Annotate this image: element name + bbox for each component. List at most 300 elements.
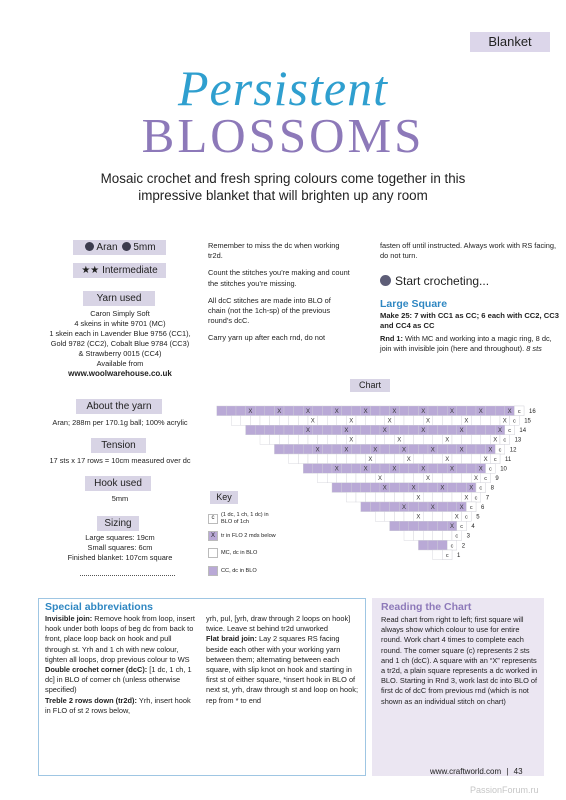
chart-x-mark: X: [507, 408, 512, 415]
chart-cell: [490, 416, 500, 426]
chart-x-mark: X: [382, 485, 387, 492]
chart-cell: [366, 435, 376, 445]
chart-corner-symbol: c: [517, 408, 521, 415]
chart-cell: [452, 473, 462, 483]
chart-cell: [385, 492, 395, 502]
chart-corner-symbol: c: [489, 466, 492, 473]
chart-cell: [303, 444, 313, 454]
chart-row-number: 11: [505, 456, 512, 463]
chart-x-mark: X: [425, 418, 431, 425]
yarn-line: Caron Simply Soft: [90, 309, 150, 318]
chart-row-number: 5: [476, 514, 480, 521]
chart-x-mark: X: [430, 504, 435, 511]
chart-row-number: 3: [466, 533, 470, 540]
chart-corner-symbol: c: [469, 504, 473, 511]
chart-x-mark: X: [315, 447, 320, 454]
chart-cell: [370, 502, 380, 512]
chart-label: Chart: [350, 379, 390, 392]
chart-cell: [332, 444, 342, 454]
chart-x-mark: X: [349, 437, 354, 444]
chart-cell: [327, 416, 337, 426]
chart-cell: [294, 425, 304, 435]
chart-row-number: 15: [524, 418, 531, 425]
chart-cell: [385, 512, 395, 522]
abbreviations-heading: Special abbreviations: [45, 601, 153, 613]
tension-label: Tension: [91, 438, 146, 453]
chart-cell: [260, 416, 270, 426]
chart-cell: [313, 464, 323, 474]
chart-x-mark: X: [440, 485, 445, 492]
abbr-entry: [45, 665, 195, 696]
chart-cell: [294, 444, 304, 454]
chart-cell: [327, 454, 337, 464]
sizing-label: Sizing: [97, 516, 139, 531]
chart-cell: [322, 464, 332, 474]
key-swatch-cc: [208, 566, 218, 576]
chart-cell: [270, 416, 280, 426]
chart-cell: [442, 512, 452, 522]
key-label: CC, dc in BLO: [221, 567, 257, 574]
chart-cell: [303, 464, 313, 474]
chart-cell: [476, 444, 486, 454]
chart-cell: [462, 454, 472, 464]
sizing-line: Finished blanket: 107cm square: [67, 553, 173, 562]
chart-cell: [318, 473, 328, 483]
chart-cell: [351, 444, 361, 454]
yarn-line: & Strawberry 0015 (CC4): [78, 349, 162, 358]
chart-cell: [428, 425, 438, 435]
chart-row-number: 12: [509, 447, 517, 454]
chart-cell: [318, 454, 328, 464]
chart-x-mark: X: [483, 456, 488, 463]
chart-cell: [370, 406, 380, 416]
chart-cell: [351, 464, 361, 474]
chart-cell: [332, 425, 342, 435]
standfirst: Mosaic crochet and fresh spring colours come together in this impressive blanket that will brighten up any room: [100, 171, 466, 203]
chart-cell: [318, 416, 328, 426]
yarn-line: Available from: [96, 359, 144, 368]
abbreviations-col-2: [206, 614, 361, 706]
chart-x-mark: X: [449, 524, 455, 531]
chart-cell: [418, 483, 428, 493]
chart-cell: [452, 454, 462, 464]
chart-x-mark: X: [382, 428, 387, 435]
chart-x-mark: X: [344, 428, 349, 435]
chart-cell: [414, 531, 424, 541]
chart-row-number: 14: [519, 428, 527, 435]
chart-row-number: 2: [461, 543, 466, 550]
chart-cell: [246, 425, 256, 435]
about-yarn-text: Aran; 288m per 170.1g ball; 100% acrylic: [52, 418, 188, 427]
chart-cell: [356, 416, 366, 426]
chart-x-mark: X: [469, 485, 474, 492]
middle-paragraph: Count the stitches you’re making and count the stitches you’re missing.: [208, 268, 350, 288]
chart-cell: [284, 425, 294, 435]
chart-x-mark: X: [248, 408, 253, 415]
chart-x-mark: X: [421, 408, 426, 415]
chart-cell: [433, 454, 443, 464]
footer-url[interactable]: www.craftworld.com: [430, 767, 502, 776]
chart-cell: [418, 502, 428, 512]
chart-cell: [342, 483, 352, 493]
chart-x-mark: X: [459, 447, 464, 454]
chart-cell: [284, 406, 294, 416]
key-title: Key: [210, 491, 238, 504]
chart-row-number: 10: [500, 466, 507, 473]
key-item-cc: [208, 566, 257, 576]
chart-cell: [423, 454, 433, 464]
chart-row-number: 7: [485, 495, 490, 502]
chart-cell: [466, 425, 476, 435]
chart-cell: [265, 406, 275, 416]
chart-corner-symbol: c: [513, 418, 516, 425]
chart-cell: [375, 416, 385, 426]
chart-x-mark: X: [459, 504, 464, 511]
page-number: 43: [513, 767, 523, 776]
chart-cell: [476, 425, 486, 435]
start-heading-text: Start crocheting...: [395, 274, 490, 288]
chart-cell: [438, 425, 448, 435]
chart-cell: [366, 416, 376, 426]
chart-x-mark: X: [387, 418, 392, 425]
chart-row-number: 6: [481, 504, 485, 511]
hook-used-text: 5mm: [111, 494, 129, 503]
abbr-text: Lay 2 squares RS facing beside each other with your working yarn between them; alternating between each square, with slip knot on hook and starting in first st of either square, *insert hook in BLO of next st, yrh, draw through st and loop on hook; rep from * to end: [206, 634, 359, 705]
chart-cell: [414, 454, 424, 464]
abbr-text: [1 dc, 1 ch, 1 dc] in BLO of corner ch (unless otherwise specified): [45, 665, 192, 695]
chart-x-mark: X: [478, 466, 483, 473]
chart-cell: [274, 444, 284, 454]
chart-cell: [438, 444, 448, 454]
yarn-line: 4 skeins in white 9701 (MC): [74, 319, 166, 328]
yarn-line: 1 skein each in Lavender Blue 9756 (CC1),: [49, 329, 191, 338]
chart-cell: [265, 425, 275, 435]
reading-chart-heading: Reading the Chart: [381, 601, 472, 613]
chart-cell: [462, 473, 472, 483]
chart-corner-symbol: c: [445, 552, 449, 559]
chart-cell: [390, 502, 400, 512]
make-text: Make 25: 7 with CC1 as CC; 6 each with CC2, CC3 and CC4 as CC: [380, 311, 559, 331]
chart-cell: [294, 406, 304, 416]
chart-cell: [404, 473, 414, 483]
chart-cell: [409, 406, 419, 416]
large-square-heading: Large Square: [380, 298, 448, 310]
chart-x-mark: X: [411, 485, 416, 492]
chart-cell: [414, 416, 424, 426]
chart-cell: [255, 406, 265, 416]
chart-cell: [414, 473, 424, 483]
chart-cell: [442, 473, 452, 483]
chart-row-number: 9: [495, 476, 499, 483]
chart-cell: [399, 406, 409, 416]
chart-cell: [351, 483, 361, 493]
chart-cell: [447, 483, 457, 493]
yarn-url[interactable]: www.woolwarehouse.co.uk: [68, 369, 172, 378]
chart-cell: [380, 502, 390, 512]
chart-row-number: 4: [471, 524, 475, 531]
chart-cell: [385, 473, 395, 483]
chart-cell: [471, 416, 481, 426]
chart-cell: [438, 521, 448, 531]
chart-cell: [236, 406, 246, 416]
chart-cell: [327, 473, 337, 483]
chart-corner-symbol: c: [479, 485, 483, 492]
chart-cell: [447, 444, 457, 454]
chart-corner-symbol: c: [465, 514, 468, 521]
chart-cell: [375, 454, 385, 464]
chart-corner-symbol: c: [508, 428, 511, 435]
chart-x-mark: X: [454, 514, 459, 521]
chart-cell: [390, 483, 400, 493]
chart-cell: [466, 464, 476, 474]
chart-cell: [409, 521, 419, 531]
chart-x-mark: X: [397, 437, 402, 444]
chart-cell: [361, 444, 371, 454]
chart-x-mark: X: [421, 466, 426, 473]
key-swatch-x: X: [208, 531, 218, 541]
chart-cell: [433, 416, 443, 426]
chart-cell: [452, 492, 462, 502]
yarn-line: Gold 9782 (CC2), Cobalt Blue 9784 (CC3): [50, 339, 190, 348]
middle-paragraph: All dcC stitches are made into BLO of chain (not the 1ch-sp) of the previous round’s dcC.: [208, 295, 331, 326]
chart-cell: [486, 425, 496, 435]
chart-x-mark: X: [459, 428, 464, 435]
chart-cell: [433, 531, 443, 541]
chart-cell: [370, 483, 380, 493]
chart-cell: [457, 483, 467, 493]
chart-cell: [428, 464, 438, 474]
middle-paragraph: Remember to miss the dc when working tr2d.: [208, 241, 340, 261]
chart-x-mark: X: [401, 447, 407, 454]
abbr-entry: [206, 634, 361, 705]
chart-cell: [342, 464, 352, 474]
chart-x-mark: X: [449, 408, 455, 415]
abbreviations-col-1: [45, 614, 195, 716]
key-swatch-corner: c: [208, 514, 218, 524]
chart-row-number: 13: [514, 437, 522, 444]
chart-cell: [433, 492, 443, 502]
chart-corner-symbol: c: [455, 533, 459, 540]
key-item-tr2d: [208, 531, 293, 541]
chart-cell: [298, 454, 308, 464]
chart-cell: [361, 502, 371, 512]
sizing-line: Small squares: 6cm: [87, 543, 153, 552]
chart-cell: [404, 531, 414, 541]
chart-cell: [457, 406, 467, 416]
about-yarn-label: About the yarn: [76, 399, 162, 414]
chart-x-mark: X: [425, 476, 431, 483]
chart-cell: [447, 502, 457, 512]
chart-cell: [418, 444, 428, 454]
chart-cell: [481, 416, 491, 426]
chart-cell: [442, 492, 452, 502]
chart-cell: [289, 435, 299, 445]
chart-cell: [356, 454, 366, 464]
title-line-1: Persistent: [178, 60, 388, 116]
chart-cell: [380, 406, 390, 416]
chart-cell: [428, 406, 438, 416]
chart-cell: [466, 406, 476, 416]
abbr-term: Invisible join:: [45, 614, 93, 623]
chart-cell: [399, 483, 409, 493]
chart-cell: [404, 416, 414, 426]
chart-cell: [447, 425, 457, 435]
weight-text: Aran: [96, 242, 118, 253]
chart-x-mark: X: [392, 408, 397, 415]
chart-cell: [390, 521, 400, 531]
chart-x-mark: X: [478, 408, 483, 415]
level-text: Intermediate: [102, 265, 158, 276]
chart-cell: [289, 416, 299, 426]
chart-cell: [322, 444, 332, 454]
chart-corner-symbol: c: [493, 456, 497, 463]
abbr-text: Yrh, insert hook in FLO of st 2 rows below,: [45, 695, 191, 715]
chart-cell: [356, 492, 366, 502]
chart-cell: [423, 435, 433, 445]
chart-cell: [351, 425, 361, 435]
chart-cell: [418, 521, 428, 531]
chart-cell: [404, 492, 414, 502]
chart-cell: [452, 435, 462, 445]
chart-cell: [366, 492, 376, 502]
chart-cell: [308, 454, 318, 464]
abbr-entry: [45, 614, 195, 665]
key-label: (1 dc, 1 ch, 1 dc) in BLO of 1ch: [221, 512, 269, 525]
chart-cell: [462, 435, 472, 445]
chart-cell: [390, 425, 400, 435]
chart-corner-symbol: c: [474, 495, 478, 502]
chart-cell: [318, 435, 328, 445]
chart-cell: [423, 492, 433, 502]
tension-text: 17 sts x 17 rows = 10cm measured over dc: [49, 456, 191, 465]
chart-x-mark: X: [430, 447, 435, 454]
chart-x-mark: X: [464, 495, 469, 502]
chart-x-mark: X: [497, 428, 503, 435]
abbr-text: Remove hook from loop, insert hook under both loops of beg dc from back to front, place loop back on hook and pull through st. Yrh and 1 ch with new colour, tighten all loops, drop previous colour to WS: [45, 614, 195, 664]
yarn-used-label: Yarn used: [83, 291, 155, 306]
chart-cell: [260, 435, 270, 445]
chart-cell: [337, 473, 347, 483]
chart-cell: [409, 502, 419, 512]
chart-cell: [327, 435, 337, 445]
rnd1-sts: 8 sts: [526, 344, 542, 354]
chart-cell: [414, 435, 424, 445]
chart-x-mark: X: [449, 466, 455, 473]
chart-x-mark: X: [502, 418, 507, 425]
chart-x-mark: X: [401, 504, 407, 511]
chart-x-mark: X: [493, 437, 498, 444]
chart-cell: [452, 416, 462, 426]
chart-x-mark: X: [334, 466, 339, 473]
chart-x-mark: X: [473, 476, 479, 483]
chart-x-mark: X: [377, 476, 383, 483]
chart-cell: [399, 425, 409, 435]
chart-cell: [438, 464, 448, 474]
chart-cell: [375, 435, 385, 445]
star-icon: ★★: [81, 265, 100, 276]
chart-x-mark: X: [464, 418, 469, 425]
chart-cell: [370, 464, 380, 474]
chart-cell: [433, 435, 443, 445]
chart-cell: [322, 425, 332, 435]
chart-cell: [217, 406, 227, 416]
chart-row-number: 1: [457, 552, 461, 559]
key-label: tr in FLO 2 mds below: [221, 532, 276, 539]
chart-cell: [322, 406, 332, 416]
chart-cell: [380, 464, 390, 474]
chart-cell: [481, 435, 491, 445]
chart-cell: [433, 550, 443, 560]
chart-x-mark: X: [305, 428, 311, 435]
chart-cell: [356, 435, 366, 445]
chart-cell: [226, 406, 236, 416]
chart-cell: [337, 416, 347, 426]
chart-cell: [394, 512, 404, 522]
chart-cell: [438, 540, 448, 550]
chart-x-mark: X: [368, 456, 373, 463]
chart-x-mark: X: [310, 418, 315, 425]
chart-cell: [337, 454, 347, 464]
chart-cell: [394, 473, 404, 483]
chart-cell: [418, 540, 428, 550]
chart-cell: [466, 444, 476, 454]
chart-cell: [241, 416, 251, 426]
chart-cell: [404, 435, 414, 445]
chart-cell: [289, 454, 299, 464]
hook-used-label: Hook used: [85, 476, 151, 491]
chart-x-mark: X: [488, 447, 493, 454]
chart-cell: [428, 483, 438, 493]
rnd1-label: Rnd 1:: [380, 334, 403, 343]
chart-cell: [409, 425, 419, 435]
chart-cell: [438, 502, 448, 512]
chart-x-mark: X: [373, 447, 378, 454]
chart-cell: [409, 464, 419, 474]
chart-cell: [313, 406, 323, 416]
chart-corner-symbol: c: [498, 447, 502, 454]
middle-paragraph: Carry yarn up after each rnd, do not: [208, 333, 326, 343]
chart-cell: [361, 425, 371, 435]
chart-cell: [399, 464, 409, 474]
chart-corner-symbol: c: [503, 437, 507, 444]
chart-x-mark: X: [421, 428, 426, 435]
chart-cell: [298, 435, 308, 445]
size-text: 5mm: [133, 242, 156, 253]
abbr-term: Flat braid join:: [206, 634, 257, 644]
chart-cell: [337, 435, 347, 445]
chart-cell: [457, 464, 467, 474]
chart-cell: [495, 406, 505, 416]
chart-cell: [284, 444, 294, 454]
chart-cell: [313, 425, 323, 435]
chart-cell: [375, 492, 385, 502]
chart-row-number: 16: [529, 408, 536, 415]
chart-row-number: 8: [490, 485, 494, 492]
chart-cell: [356, 473, 366, 483]
chart-cell: [255, 425, 265, 435]
chart-x-mark: X: [305, 408, 311, 415]
abbr-term: Treble 2 rows down (tr2d):: [45, 695, 137, 705]
chart-cell: [270, 435, 280, 445]
chart-x-mark: X: [363, 466, 368, 473]
chart-corner-symbol: c: [450, 543, 454, 550]
chart-cell: [298, 416, 308, 426]
chart-cell: [346, 473, 356, 483]
chart-x-mark: X: [349, 418, 354, 425]
reading-chart-text: Read chart from right to left; first square will always show which colour to use for entire round. Work chart 4 times to complete each round. The corner square (c) represents 2 sts and 1 ch (dcC). A square with an “X” represents a tr2d, a plain square represents a dc worked in BLO. Starting in Rnd 3, work last dc into BLO of first dc of dcC from previous rnd (which is not shown as an individual stitch on chart): [381, 615, 538, 706]
chart-x-mark: X: [406, 456, 411, 463]
chart-cell: [279, 416, 289, 426]
